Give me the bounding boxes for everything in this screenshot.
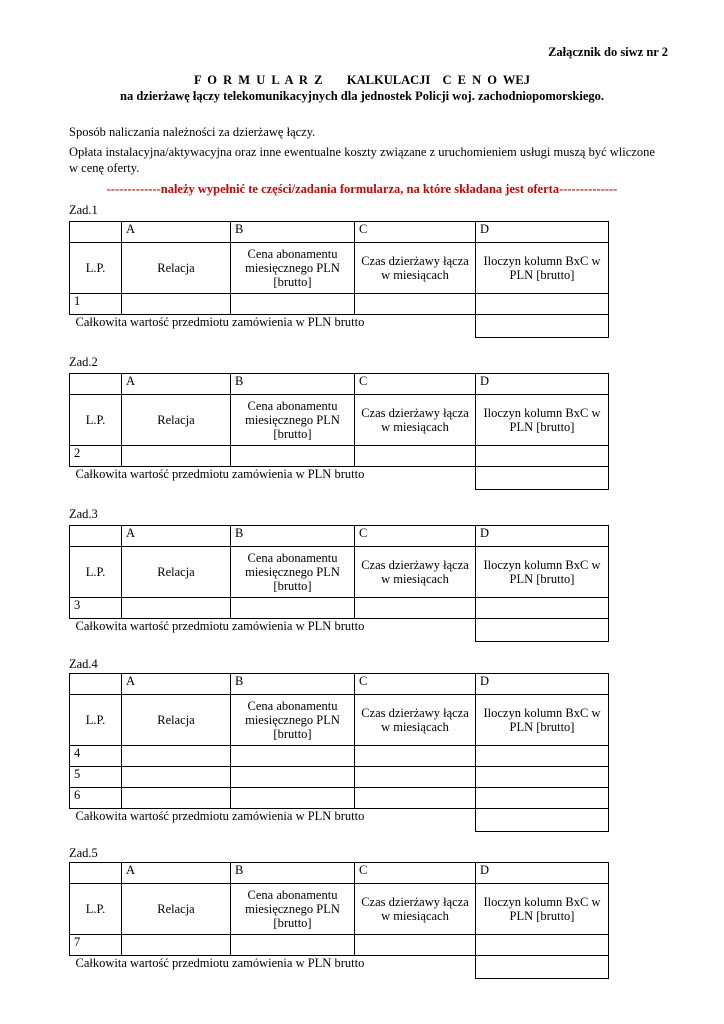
calculation-table: [69, 373, 609, 490]
column-letter: B: [231, 526, 355, 547]
intro-paragraph-1: Sposób naliczania należności za dzierżawę łączy.: [69, 125, 316, 139]
attachment-label: Załącznik do siwz nr 2: [548, 45, 668, 59]
column-header: Czas dzierżawy łącza w miesiącach: [355, 884, 476, 935]
column-letter: D: [476, 374, 609, 395]
row-number: 1: [70, 294, 122, 315]
column-header: Czas dzierżawy łącza w miesiącach: [355, 547, 476, 598]
entry-cell[interactable]: [355, 788, 476, 809]
table-row: [70, 294, 609, 315]
row-number: 3: [70, 598, 122, 619]
total-row: [70, 956, 609, 979]
task-label: Zad.3: [69, 507, 98, 521]
column-header: Cena abonamentu miesięcznego PLN [brutto]: [231, 695, 355, 746]
column-letter: [70, 374, 122, 395]
column-header: Iloczyn kolumn BxC w PLN [brutto]: [476, 395, 609, 446]
column-header: Cena abonamentu miesięcznego PLN [brutto]: [231, 547, 355, 598]
fill-notice: -------------należy wypełnić te części/zadania formularza, na które składana jest oferta--------------: [106, 182, 618, 196]
column-letter-row: [70, 863, 609, 884]
entry-cell[interactable]: [231, 446, 355, 467]
row-number: 7: [70, 935, 122, 956]
column-letter-row: [70, 374, 609, 395]
column-letter: [70, 222, 122, 243]
row-number: 2: [70, 446, 122, 467]
column-letter: D: [476, 674, 609, 695]
entry-cell[interactable]: [476, 598, 609, 619]
table-row: [70, 446, 609, 467]
entry-cell[interactable]: [122, 598, 231, 619]
column-header: Relacja: [122, 395, 231, 446]
entry-cell[interactable]: [476, 294, 609, 315]
total-label: Całkowita wartość przedmiotu zamówienia w PLN brutto: [70, 619, 476, 642]
column-letter: C: [355, 863, 476, 884]
form-title: F O R M U L A R Z KALKULACJI C E N O WEJ: [194, 73, 530, 87]
total-label: Całkowita wartość przedmiotu zamówienia w PLN brutto: [70, 315, 476, 338]
total-label: Całkowita wartość przedmiotu zamówienia w PLN brutto: [70, 956, 476, 979]
table-row: [70, 788, 609, 809]
column-header: Relacja: [122, 243, 231, 294]
column-letter: C: [355, 674, 476, 695]
entry-cell[interactable]: [355, 294, 476, 315]
column-header: L.P.: [70, 547, 122, 598]
column-header: Iloczyn kolumn BxC w PLN [brutto]: [476, 884, 609, 935]
column-letter: A: [122, 674, 231, 695]
task-label: Zad.5: [69, 846, 98, 860]
column-letter: [70, 526, 122, 547]
entry-cell[interactable]: [476, 446, 609, 467]
entry-cell[interactable]: [231, 598, 355, 619]
total-row: [70, 809, 609, 832]
column-header-row: [70, 243, 609, 294]
calculation-table: [69, 862, 609, 979]
row-number: 4: [70, 746, 122, 767]
column-letter: B: [231, 863, 355, 884]
calculation-table: [69, 221, 609, 338]
entry-cell[interactable]: [476, 935, 609, 956]
column-header: Relacja: [122, 884, 231, 935]
task-label: Zad.4: [69, 657, 98, 671]
row-number: 5: [70, 767, 122, 788]
column-letter: [70, 863, 122, 884]
column-letter-row: [70, 222, 609, 243]
column-header: L.P.: [70, 243, 122, 294]
entry-cell[interactable]: [122, 294, 231, 315]
entry-cell[interactable]: [231, 788, 355, 809]
total-value-cell[interactable]: [476, 315, 609, 338]
total-row: [70, 619, 609, 642]
column-letter: C: [355, 526, 476, 547]
total-value-cell[interactable]: [476, 467, 609, 490]
column-header: Relacja: [122, 547, 231, 598]
total-row: [70, 315, 609, 338]
entry-cell[interactable]: [231, 294, 355, 315]
entry-cell[interactable]: [122, 788, 231, 809]
entry-cell[interactable]: [355, 767, 476, 788]
column-letter-row: [70, 526, 609, 547]
calculation-table: [69, 673, 609, 832]
entry-cell[interactable]: [355, 935, 476, 956]
entry-cell[interactable]: [476, 788, 609, 809]
column-header: Czas dzierżawy łącza w miesiącach: [355, 243, 476, 294]
column-letter: B: [231, 222, 355, 243]
total-value-cell[interactable]: [476, 809, 609, 832]
column-letter: A: [122, 222, 231, 243]
column-header: L.P.: [70, 695, 122, 746]
column-header: Iloczyn kolumn BxC w PLN [brutto]: [476, 695, 609, 746]
column-header: L.P.: [70, 884, 122, 935]
calculation-table: [69, 525, 609, 642]
entry-cell[interactable]: [476, 767, 609, 788]
entry-cell[interactable]: [122, 767, 231, 788]
column-letter: A: [122, 526, 231, 547]
column-header: Iloczyn kolumn BxC w PLN [brutto]: [476, 243, 609, 294]
column-header: Iloczyn kolumn BxC w PLN [brutto]: [476, 547, 609, 598]
column-letter: C: [355, 222, 476, 243]
column-header-row: [70, 884, 609, 935]
total-value-cell[interactable]: [476, 956, 609, 979]
table-row: [70, 767, 609, 788]
task-label: Zad.2: [69, 355, 98, 369]
row-number: 6: [70, 788, 122, 809]
entry-cell[interactable]: [122, 935, 231, 956]
entry-cell[interactable]: [476, 746, 609, 767]
entry-cell[interactable]: [355, 746, 476, 767]
task-label: Zad.1: [69, 203, 98, 217]
column-header: L.P.: [70, 395, 122, 446]
column-header-row: [70, 395, 609, 446]
entry-cell[interactable]: [355, 446, 476, 467]
form-subtitle: na dzierżawę łączy telekomunikacyjnych dla jednostek Policji woj. zachodniopomorskiego.: [120, 89, 604, 103]
column-letter: D: [476, 863, 609, 884]
column-letter: B: [231, 374, 355, 395]
column-letter: B: [231, 674, 355, 695]
column-header: Cena abonamentu miesięcznego PLN [brutto]: [231, 884, 355, 935]
entry-cell[interactable]: [231, 935, 355, 956]
column-letter: C: [355, 374, 476, 395]
column-header: Cena abonamentu miesięcznego PLN [brutto]: [231, 243, 355, 294]
column-header-row: [70, 547, 609, 598]
total-row: [70, 467, 609, 490]
column-header: Relacja: [122, 695, 231, 746]
entry-cell[interactable]: [231, 746, 355, 767]
entry-cell[interactable]: [122, 746, 231, 767]
entry-cell[interactable]: [122, 446, 231, 467]
column-header: Czas dzierżawy łącza w miesiącach: [355, 395, 476, 446]
column-header-row: [70, 695, 609, 746]
column-header: Cena abonamentu miesięcznego PLN [brutto]: [231, 395, 355, 446]
table-row: [70, 598, 609, 619]
table-row: [70, 746, 609, 767]
column-letter: D: [476, 222, 609, 243]
column-letter: [70, 674, 122, 695]
total-value-cell[interactable]: [476, 619, 609, 642]
column-letter: D: [476, 526, 609, 547]
column-letter-row: [70, 674, 609, 695]
entry-cell[interactable]: [355, 598, 476, 619]
table-row: [70, 935, 609, 956]
total-label: Całkowita wartość przedmiotu zamówienia w PLN brutto: [70, 809, 476, 832]
intro-paragraph-2: Opłata instalacyjna/aktywacyjna oraz inne ewentualne koszty związane z uruchomieniem usługi muszą być wliczone w cenę oferty.: [69, 145, 655, 175]
entry-cell[interactable]: [231, 767, 355, 788]
total-label: Całkowita wartość przedmiotu zamówienia w PLN brutto: [70, 467, 476, 490]
column-letter: A: [122, 863, 231, 884]
column-letter: A: [122, 374, 231, 395]
column-header: Czas dzierżawy łącza w miesiącach: [355, 695, 476, 746]
